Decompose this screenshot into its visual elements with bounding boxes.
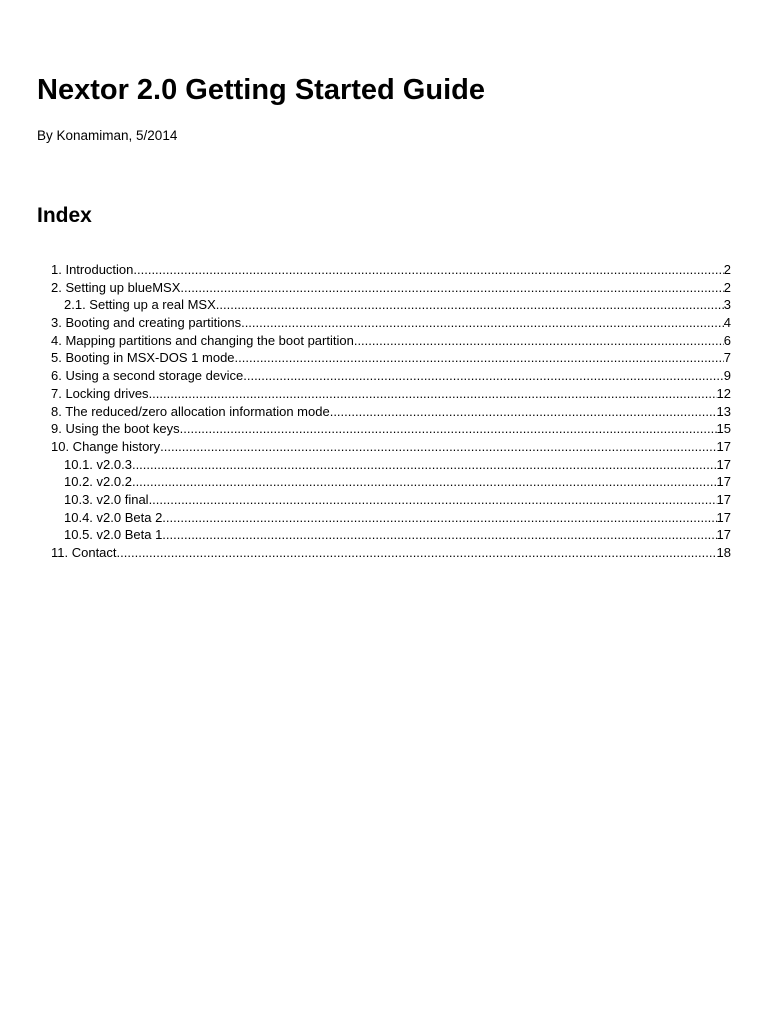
toc-entry-label: 10.1. v2.0.3	[64, 456, 132, 472]
toc-entry-page: 6	[723, 332, 731, 348]
toc-entry-label: 8. The reduced/zero allocation information mode	[51, 403, 330, 419]
dot-leader	[160, 438, 716, 456]
toc-entry-label: 2.1. Setting up a real MSX	[64, 297, 216, 313]
document-title: Nextor 2.0 Getting Started Guide	[37, 74, 485, 106]
toc-entry-label: 10.3. v2.0 final	[64, 491, 149, 507]
toc-entry-page: 17	[716, 456, 731, 472]
toc-entry-label: 11. Contact	[51, 545, 117, 560]
toc-entry-booting-msx-dos-1[interactable]	[51, 349, 731, 367]
toc-entry-label: 10.5. v2.0 Beta 1	[64, 527, 163, 543]
dot-leader	[149, 385, 717, 403]
toc-entry-change-history[interactable]	[51, 438, 731, 456]
toc-entry-label: 10. Change history	[51, 438, 161, 454]
dot-leader	[132, 456, 717, 474]
toc-entry-page: 12	[716, 385, 731, 401]
toc-entry-page: 3	[723, 297, 731, 313]
toc-entry-page: 2	[723, 262, 731, 277]
toc-entry-label: 2. Setting up blueMSX	[51, 279, 181, 295]
toc-entry-introduction[interactable]	[51, 261, 731, 279]
toc-entry-page: 2	[723, 279, 731, 295]
dot-leader	[132, 473, 717, 491]
dot-leader	[162, 526, 716, 544]
toc-entry-page: 7	[723, 350, 731, 366]
toc-entry-page: 13	[716, 403, 731, 419]
toc-entry-page: 9	[723, 368, 731, 384]
toc-entry-label: 6. Using a second storage device	[51, 368, 244, 384]
toc-entry-page: 17	[716, 491, 731, 507]
toc-entry-v2-0-final[interactable]	[51, 491, 731, 509]
table-of-contents	[51, 261, 731, 562]
dot-leader	[235, 349, 724, 367]
dot-leader	[180, 279, 723, 297]
dot-leader	[162, 509, 716, 527]
toc-entry-page: 15	[716, 421, 731, 437]
author-byline: By Konamiman, 5/2014	[37, 128, 178, 143]
toc-entry-label: 10.4. v2.0 Beta 2	[64, 509, 163, 525]
toc-entry-locking-drives[interactable]	[51, 385, 731, 403]
dot-leader	[243, 367, 724, 385]
dot-leader	[117, 544, 717, 562]
toc-entry-boot-keys[interactable]	[51, 420, 731, 438]
toc-entry-label: 9. Using the boot keys	[51, 421, 180, 437]
toc-entry-contact[interactable]	[51, 544, 731, 562]
toc-entry-label: 1. Introduction	[51, 262, 134, 277]
toc-entry-page: 17	[716, 527, 731, 543]
toc-entry-label: 3. Booting and creating partitions	[51, 315, 242, 331]
toc-entry-v2-0-3[interactable]	[51, 456, 731, 474]
toc-entry-label: 4. Mapping partitions and changing the boot partition	[51, 332, 354, 348]
toc-entry-setting-up-bluemsx[interactable]	[51, 279, 731, 297]
toc-entry-page: 18	[716, 545, 731, 560]
toc-entry-label: 10.2. v2.0.2	[64, 474, 132, 490]
toc-entry-reduced-allocation-mode[interactable]	[51, 403, 731, 421]
dot-leader	[216, 296, 724, 314]
toc-entry-v2-0-2[interactable]	[51, 473, 731, 491]
dot-leader	[330, 403, 717, 421]
dot-leader	[149, 491, 717, 509]
toc-entry-label: 5. Booting in MSX-DOS 1 mode	[51, 350, 235, 366]
toc-entry-v2-0-beta-1[interactable]	[51, 526, 731, 544]
toc-entry-page: 4	[723, 315, 731, 331]
toc-entry-v2-0-beta-2[interactable]	[51, 509, 731, 527]
dot-leader	[180, 420, 717, 438]
index-heading: Index	[37, 204, 92, 227]
toc-entry-booting-creating-partitions[interactable]	[51, 314, 731, 332]
toc-entry-page: 17	[716, 474, 731, 490]
toc-entry-page: 17	[716, 509, 731, 525]
toc-entry-label: 7. Locking drives	[51, 385, 149, 401]
toc-entry-mapping-partitions[interactable]	[51, 332, 731, 350]
toc-entry-page: 17	[716, 438, 731, 454]
toc-entry-setting-up-real-msx[interactable]	[51, 296, 731, 314]
toc-entry-second-storage-device[interactable]	[51, 367, 731, 385]
dot-leader	[241, 314, 724, 332]
dot-leader	[133, 261, 723, 279]
dot-leader	[354, 332, 724, 350]
